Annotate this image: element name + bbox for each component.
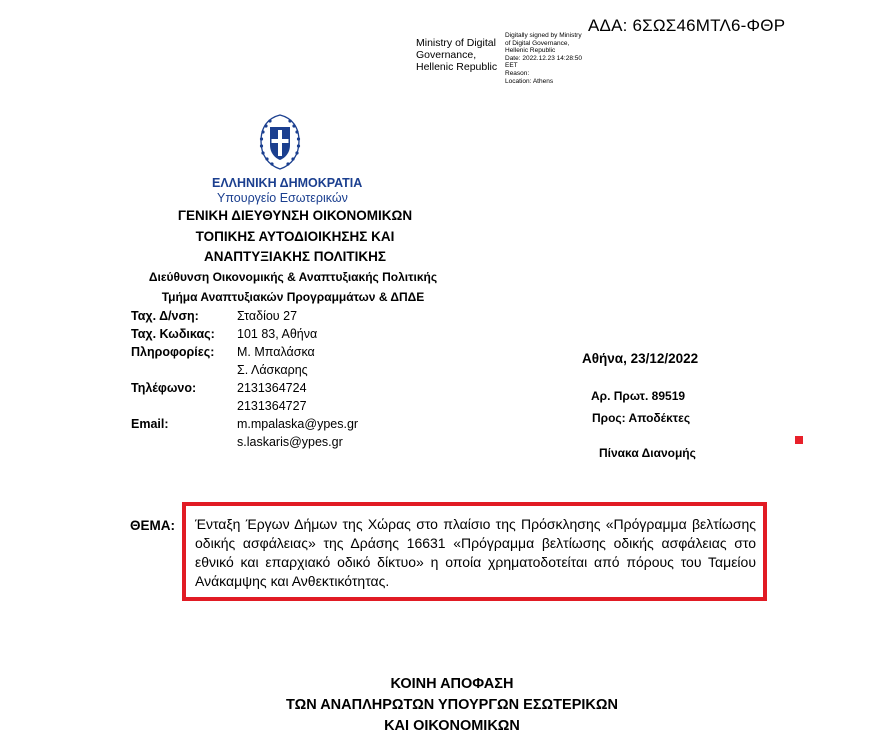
email-link[interactable]: s.laskaris@ypes.gr bbox=[237, 435, 343, 449]
signature-line: Reason: bbox=[505, 69, 530, 77]
recipients: Προς: Αποδέκτες bbox=[592, 411, 691, 425]
red-marker bbox=[795, 436, 803, 444]
info-label: Πληροφορίες: bbox=[131, 345, 215, 359]
signature-line: EET bbox=[505, 62, 518, 70]
ada-code: ΑΔΑ: 6ΣΩΣ46ΜΤΛ6-ΦΘΡ bbox=[588, 16, 786, 35]
signature-line: Hellenic Republic bbox=[505, 47, 556, 55]
signer-line: Hellenic Republic bbox=[416, 61, 498, 73]
postcode-value: 101 83, Αθήνα bbox=[237, 327, 318, 341]
info-value: Μ. Μπαλάσκα bbox=[237, 345, 315, 359]
signature-line: Location: Athens bbox=[505, 77, 554, 85]
postcode-label: Ταχ. Κωδικας: bbox=[131, 327, 215, 341]
subject-label: ΘΕΜΑ: bbox=[130, 518, 175, 533]
signature-line: Digitally signed by Ministry bbox=[505, 32, 582, 39]
greek-emblem-icon bbox=[258, 113, 302, 171]
address-value: Σταδίου 27 bbox=[237, 309, 298, 323]
protocol-number: Αρ. Πρωτ. 89519 bbox=[591, 389, 686, 403]
signer-block bbox=[416, 37, 497, 73]
general-directorate-line: ΓΕΝΙΚΗ ΔΙΕΥΘΥΝΣΗ ΟΙΚΟΝΟΜΙΚΩΝ bbox=[177, 208, 413, 223]
decision-title-line: ΚΟΙΝΗ ΑΠΟΦΑΣΗ bbox=[390, 676, 514, 692]
signature-line: of Digital Governance, bbox=[505, 39, 570, 47]
general-directorate-line: ΤΟΠΙΚΗΣ ΑΥΤΟΔΙΟΙΚΗΣΗΣ ΚΑΙ bbox=[195, 229, 395, 244]
phone-value: 2131364724 bbox=[237, 381, 307, 395]
email-label: Email: bbox=[131, 417, 169, 431]
info-value: Σ. Λάσκαρης bbox=[237, 363, 308, 377]
ministry-name: Υπουργείο Εσωτερικών bbox=[217, 191, 348, 205]
directorate-name: Διεύθυνση Οικονομικής & Αναπτυξιακής Πολιτικής bbox=[148, 270, 438, 284]
digital-signature-details bbox=[505, 32, 615, 85]
phone-label: Τηλέφωνο: bbox=[131, 381, 197, 395]
republic-name: ΕΛΛΗΝΙΚΗ ΔΗΜΟΚΡΑΤΙΑ bbox=[212, 176, 363, 190]
signer-line: Governance, bbox=[416, 49, 477, 61]
decision-title-line: ΤΩΝ ΑΝΑΠΛΗΡΩΤΩΝ ΥΠΟΥΡΓΩΝ ΕΣΩΤΕΡΙΚΩΝ bbox=[286, 697, 618, 713]
document-date: Αθήνα, 23/12/2022 bbox=[582, 351, 699, 366]
signer-line: Ministry of Digital bbox=[416, 37, 496, 49]
email-link[interactable]: m.mpalaska@ypes.gr bbox=[237, 417, 359, 431]
general-directorate-line: ΑΝΑΠΤΥΞΙΑΚΗΣ ΠΟΛΙΤΙΚΗΣ bbox=[203, 249, 387, 264]
department-name: Τμήμα Αναπτυξιακών Προγραμμάτων & ΔΠΔΕ bbox=[161, 290, 425, 304]
address-label: Ταχ. Δ/νση: bbox=[131, 309, 199, 323]
signature-line: Date: 2022.12.23 14:28:50 bbox=[505, 54, 582, 62]
phone-value: 2131364727 bbox=[237, 399, 307, 413]
distribution-list: Πίνακα Διανομής bbox=[599, 446, 696, 460]
decision-title-line: ΚΑΙ ΟΙΚΟΝΟΜΙΚΩΝ bbox=[384, 718, 520, 734]
subject-text: Ένταξη Έργων Δήμων της Χώρας στο πλαίσιο της Πρόσκλησης «Πρόγραμμα βελτίωσης οδικής ασφάλειας» της Δράσης 16631 «Πρόγραμμα βελτίωσης οδικής ασφάλειας στο εθνικό και επαρχιακό οδικό δίκτυο» η οποία χρηματοδοτείται από πόρους του Ταμείου Ανάκαμψης και Ανθεκτικότητας. bbox=[195, 516, 756, 589]
